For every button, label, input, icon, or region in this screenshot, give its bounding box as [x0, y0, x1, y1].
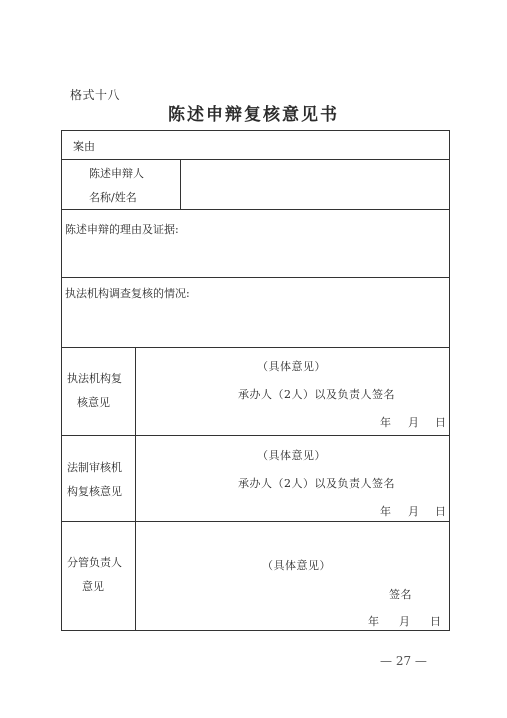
enforcement-review-label-line2: 核意见	[77, 396, 110, 409]
row-divider	[62, 277, 449, 278]
review-form-table	[61, 130, 450, 631]
page-number: — 27 —	[380, 654, 427, 668]
enforcement-review-year: 年	[380, 416, 391, 429]
applicant-label-line2: 名称/姓名	[89, 191, 137, 204]
enforcement-review-label-line1: 执法机构复	[67, 372, 122, 385]
leader-review-opinion: （具体意见）	[262, 559, 331, 572]
enforcement-review-signer: 承办人（2人）以及负责人签名	[238, 388, 395, 401]
row-divider	[62, 435, 449, 436]
column-divider	[135, 347, 136, 631]
row-divider	[62, 521, 449, 522]
investigation-label: 执法机构调查复核的情况:	[65, 287, 190, 300]
format-label: 格式十八	[70, 88, 121, 102]
column-divider	[180, 159, 181, 209]
applicant-label-line1: 陈述申辩人	[89, 167, 144, 180]
case-label: 案由	[73, 140, 95, 153]
leader-review-month: 月	[399, 615, 410, 628]
enforcement-review-day: 日	[435, 416, 446, 429]
leader-review-day: 日	[430, 615, 441, 628]
legal-review-label-line1: 法制审核机	[67, 461, 122, 474]
legal-review-month: 月	[408, 505, 419, 518]
enforcement-review-opinion: （具体意见）	[257, 360, 326, 373]
leader-review-year: 年	[368, 615, 379, 628]
legal-review-day: 日	[435, 505, 446, 518]
legal-review-signer: 承办人（2人）以及负责人签名	[238, 477, 395, 490]
reason-label: 陈述申辩的理由及证据:	[65, 223, 179, 236]
legal-review-label-line2: 构复核意见	[67, 485, 122, 498]
leader-review-signer: 签名	[389, 588, 412, 601]
leader-review-label-line2: 意见	[82, 580, 104, 593]
row-divider	[62, 159, 449, 160]
leader-review-label-line1: 分管负责人	[67, 556, 122, 569]
row-divider	[62, 209, 449, 210]
legal-review-year: 年	[380, 505, 391, 518]
enforcement-review-month: 月	[408, 416, 419, 429]
row-divider	[62, 347, 449, 348]
document-title: 陈述申辩复核意见书	[168, 105, 339, 125]
legal-review-opinion: （具体意见）	[257, 449, 326, 462]
